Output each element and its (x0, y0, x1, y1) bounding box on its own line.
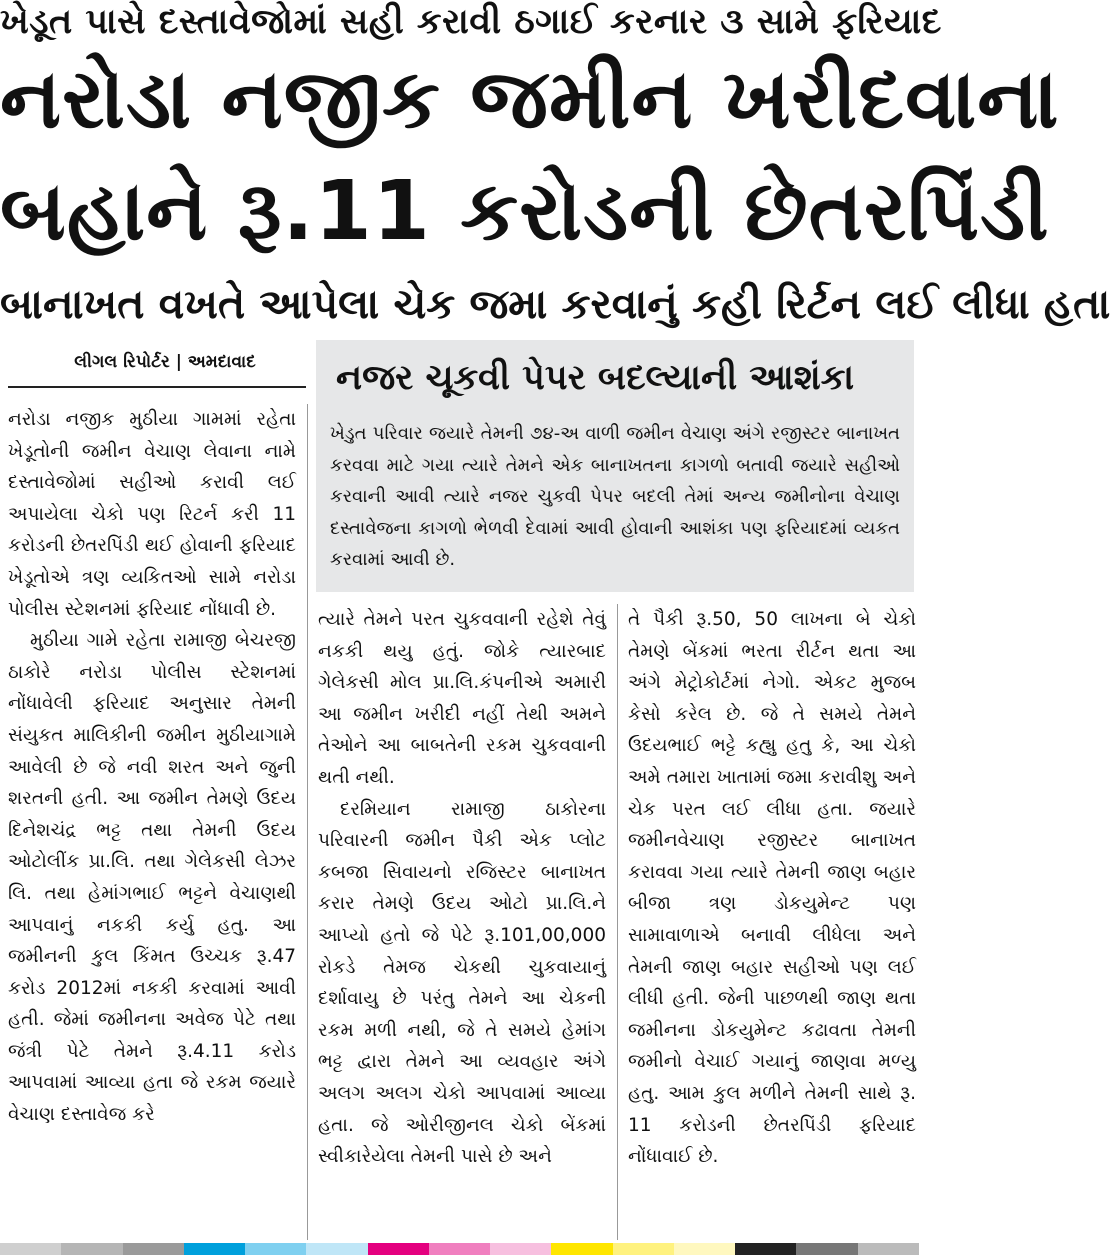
color-swatch (551, 1243, 612, 1255)
article-column-3 (628, 604, 916, 1240)
color-swatch (123, 1243, 184, 1255)
color-swatch (368, 1243, 429, 1255)
color-swatch (245, 1243, 306, 1255)
subheadline: બાનાખત વખતે આપેલા ચેક જમા કરવાનું કહી રિર્ટન લઈ લીધા હતા (0, 280, 1110, 328)
paragraph: ત્યારે તેમને પરત ચુકવવાની રહેશે તેવું નકકી થયુ હતું. જોકે ત્યારબાદ ગેલેકસી મોલ પ્રા.લિ.કંપનીએ અમારી આ જમીન ખરીદી નહીં તેથી અમને તેઓને આ બાબતેની રકમ ચુકવવાની થતી નથી. (318, 609, 606, 788)
headline-line-2: બહાને રૂ.11 કરોડની છેતરપિંડી (0, 164, 1050, 259)
byline: લીગલ રિપોર્ટર | અમદાવાદ (74, 352, 256, 372)
column-divider (617, 604, 618, 1240)
sidebar-box (316, 340, 914, 592)
sidebar-title: નજર ચૂકવી પેપર બદલ્યાની આશંકા (336, 358, 855, 398)
byline-rule (8, 386, 306, 388)
color-swatch (429, 1243, 490, 1255)
color-swatch (674, 1243, 735, 1255)
color-swatch (735, 1243, 796, 1255)
color-swatch (0, 1243, 61, 1255)
color-swatch (796, 1243, 857, 1255)
kicker-headline: ખેડૂત પાસે દસ્તાવેજોમાં સહી કરાવી ઠગાઈ કરનાર ૩ સામે ફરિયાદ (0, 2, 942, 42)
paragraph: નરોડા નજીક મુઠીયા ગામમાં રહેતા ખેડૂતોની જમીન વેચાણ લેવાના નામે દસ્તાવેજોમાં સહીઓ કરાવી લઈ અપાયેલા ચેકો પણ રિટર્ન કરી 11 કરોડની છેતરપિંડી થઈ હોવાની ફરિયાદ ખેડૂતોએ ત્રણ વ્યકિતઓ સામે નરોડા પોલીસ સ્ટેશનમાં ફરિયાદ નોંધાવી છે. (8, 409, 296, 620)
color-swatch (306, 1243, 367, 1255)
color-swatch (490, 1243, 551, 1255)
article-column-1 (8, 404, 296, 1240)
paragraph: દરમિયાન રામાજી ઠાકોરના પરિવારની જમીન પૈકી એક પ્લોટ કબજા સિવાયનો રજિસ્ટર બાનાખત કરાર તેમણે ઉદય ઓટો પ્રા.લિ.ને આપ્યો હતો જે પેટે રૂ.101,00,000 રોકડે તેમજ ચેકથી ચુકવાયાનું દર્શાવાયુ છે પરંતુ તેમને આ ચેકની રકમ મળી નથી, જે તે સમયે હેમાંગ ભટ્ટ દ્વારા તેમને આ વ્યવહાર અંગે અલગ અલગ ચેકો આપવામાં આવ્યા હતા. જે ઓરીજીનલ ચેકો બેંકમાં સ્વીકારેયેલા તેમની પાસે છે અને (318, 798, 606, 1168)
color-swatch (184, 1243, 245, 1255)
print-color-strip (0, 1243, 919, 1255)
paragraph: મુઠીયા ગામે રહેતા રામાજી બેચરજી ઠાકોરે નરોડા પોલીસ સ્ટેશનમાં નોંધાવેલી ફરિયાદ અનુસાર તેમની સંયુકત માલિકીની જમીન મુઠીયાગામે આવેલી છે જે નવી શરત અને જુની શરતની હતી. આ જમીન તેમણે ઉદય દિનેશચંદ્ર ભટ્ટ તથા તેમની ઉદય ઓટોલીંક પ્રા.લિ. તથા ગેલેકસી લેઝર લિ. તથા હેમાંગભાઈ ભટ્ટને વેચાણથી આપવાનું નકકી કર્યુ હતુ. આ જમીનની કુલ કિંમત ઉચ્ચક રૂ.47 કરોડ 2012માં નકકી કરવામાં આવી હતી. જેમાં જમીનના અવેજ પેટે તથા જંત્રી પેટે તેમને રૂ.4.11 કરોડ આપવામાં આવ્યા હતા જે રકમ જયારે વેચાણ દસ્તાવેજ કરે (8, 630, 296, 1126)
color-swatch (858, 1243, 919, 1255)
color-swatch (61, 1243, 122, 1255)
sidebar-text: ખેડુત પરિવાર જયારે તેમની ૭૪-અ વાળી જમીન વેચાણ અંગે રજીસ્ટર બાનાખત કરવવા માટે ગયા ત્યારે તેમને એક બાનાખતના કાગળો બતાવી જયારે સહીઓ કરવાની આવી ત્યારે નજર ચુકવી પેપર બદલી તેમાં અન્ય જમીનોના વેચાણ દસ્તાવેજના કાગળો ભેળવી દેવામાં આવી હોવાની આશંકા પણ ફરિયાદમાં વ્યકત કરવામાં આવી છે. (330, 423, 900, 570)
article-column-2 (318, 604, 606, 1240)
column-divider (307, 404, 308, 1240)
paragraph: તે પૈકી રૂ.50, 50 લાખના બે ચેકો તેમણે બેંકમાં ભરતા રીર્ટન થતા આ અંગે મેટ્રોકોર્ટમાં નેગો. એકટ મુજબ કેસો કરેલ છે. જે તે સમયે તેમને ઉદયભાઈ ભટ્ટે કહ્યુ હતુ કે, આ ચેકો અમે તમારા ખાતામાં જમા કરાવીશુ અને ચેક પરત લઈ લીધા હતા. જયારે જમીનવેચાણ રજીસ્ટર બાનાખત કરાવવા ગયા ત્યારે તેમની જાણ બહાર બીજા ત્રણ ડોકયુમેન્ટ પણ સામાવાળાએ બનાવી લીધેલા અને તેમની જાણ બહાર સહીઓ પણ લઈ લીધી હતી. જેની પાછળથી જાણ થતા જમીનના ડોકયુમેન્ટ કઢાવતા તેમની જમીનો વેચાઈ ગયાનું જાણવા મળ્યુ હતુ. આમ કુલ મળીને તેમની સાથે રૂ. 11 કરોડની છેતરપિંડી ફરિયાદ નોંધાવાઈ છે. (628, 609, 916, 1168)
headline-line-1: નરોડા નજીક જમીન ખરીદવાના (0, 52, 1060, 147)
color-swatch (613, 1243, 674, 1255)
